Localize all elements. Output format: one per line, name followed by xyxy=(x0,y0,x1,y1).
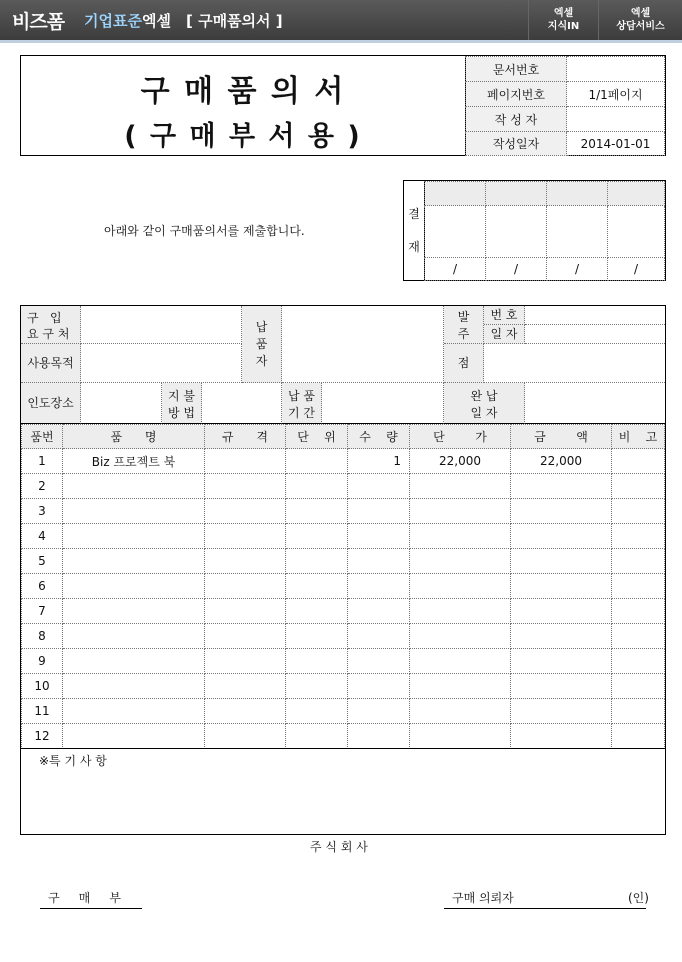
item-qty[interactable] xyxy=(348,574,410,599)
item-spec[interactable] xyxy=(205,649,286,674)
delivery-vendor-label-2: 품 xyxy=(255,337,268,351)
item-price[interactable] xyxy=(410,724,511,749)
delivery-vendor-label-3: 자 xyxy=(255,354,268,368)
purchase-requester-label xyxy=(21,306,81,344)
item-qty[interactable] xyxy=(348,674,410,699)
item-spec[interactable] xyxy=(205,674,286,699)
item-unit[interactable] xyxy=(286,624,348,649)
item-amount[interactable] xyxy=(511,649,612,674)
item-note[interactable] xyxy=(612,674,665,699)
table-row xyxy=(22,649,665,674)
item-note[interactable] xyxy=(612,499,665,524)
item-price[interactable] xyxy=(410,699,511,724)
item-no: 2 xyxy=(22,474,63,499)
author-value[interactable] xyxy=(567,107,665,132)
approval-sign-4[interactable] xyxy=(608,206,665,258)
excel-consulting-line2: 상담서비스 xyxy=(616,21,665,32)
item-note[interactable] xyxy=(612,549,665,574)
approval-title-1[interactable] xyxy=(425,182,486,206)
item-unit[interactable] xyxy=(286,699,348,724)
completion-date-label-2: 일 자 xyxy=(470,406,498,420)
page-number-label: 페이지번호 xyxy=(466,82,567,107)
col-header-spec: 규 격 xyxy=(205,425,286,449)
item-name[interactable] xyxy=(63,699,205,724)
item-note[interactable] xyxy=(612,699,665,724)
item-unit[interactable] xyxy=(286,599,348,624)
table-row xyxy=(22,674,665,699)
item-name[interactable] xyxy=(63,649,205,674)
item-name[interactable] xyxy=(63,624,205,649)
item-spec[interactable] xyxy=(205,724,286,749)
excel-consulting-line1: 엑셀 xyxy=(630,8,651,19)
col-header-qty: 수 량 xyxy=(348,425,410,449)
delivery-period-label xyxy=(282,383,322,424)
document-info-table xyxy=(465,56,665,156)
payment-method-label xyxy=(162,383,202,424)
order-label xyxy=(444,306,484,344)
item-unit[interactable] xyxy=(286,449,348,474)
item-qty[interactable]: 1 xyxy=(348,449,410,474)
approval-title-3[interactable] xyxy=(547,182,608,206)
item-qty[interactable] xyxy=(348,549,410,574)
item-no: 8 xyxy=(22,624,63,649)
item-amount[interactable] xyxy=(511,599,612,624)
payment-method-label-1: 지 불 xyxy=(168,389,195,403)
item-name[interactable] xyxy=(63,549,205,574)
table-row xyxy=(22,499,665,524)
item-name[interactable] xyxy=(63,724,205,749)
item-qty[interactable] xyxy=(348,474,410,499)
doc-title-label: [ 구매품의서 ] xyxy=(186,12,283,30)
table-row xyxy=(22,449,665,474)
table-row xyxy=(22,724,665,749)
approval-title-4[interactable] xyxy=(608,182,665,206)
item-amount[interactable] xyxy=(511,674,612,699)
item-price[interactable] xyxy=(410,674,511,699)
payment-method-label-2: 방 법 xyxy=(168,406,195,420)
item-no: 7 xyxy=(22,599,63,624)
item-unit[interactable] xyxy=(286,724,348,749)
item-unit[interactable] xyxy=(286,574,348,599)
order-date-value[interactable] xyxy=(525,325,665,344)
item-spec[interactable] xyxy=(205,574,286,599)
col-header-amount: 금 액 xyxy=(511,425,612,449)
item-price[interactable]: 22,000 xyxy=(410,449,511,474)
col-header-price: 단 가 xyxy=(410,425,511,449)
approval-date-2[interactable]: / xyxy=(486,258,547,281)
table-row xyxy=(22,599,665,624)
order-number-value[interactable] xyxy=(525,306,665,325)
delivery-period-label-2: 기 간 xyxy=(288,406,315,420)
item-spec[interactable] xyxy=(205,449,286,474)
item-amount[interactable] xyxy=(511,624,612,649)
item-no: 5 xyxy=(22,549,63,574)
delivery-period-label-1: 납 품 xyxy=(288,389,315,403)
approval-box xyxy=(403,180,666,281)
item-unit[interactable] xyxy=(286,674,348,699)
purchase-dept-label: 구 매 부 xyxy=(48,891,121,905)
item-qty[interactable] xyxy=(348,649,410,674)
store-value[interactable] xyxy=(484,344,665,383)
excel-knowledge-in-line2: 지식IN xyxy=(547,21,580,32)
requester-label: 구매 의뢰자 xyxy=(452,891,514,905)
item-unit[interactable] xyxy=(286,474,348,499)
approval-sign-3[interactable] xyxy=(547,206,608,258)
table-row xyxy=(22,549,665,574)
item-no: 12 xyxy=(22,724,63,749)
brand-text-b: 엑셀 xyxy=(141,12,171,30)
store-label: 점 xyxy=(444,344,484,383)
order-date-label: 일 자 xyxy=(484,325,525,344)
item-amount[interactable] xyxy=(511,474,612,499)
item-unit[interactable] xyxy=(286,649,348,674)
item-qty[interactable] xyxy=(348,724,410,749)
approval-grid xyxy=(424,181,665,281)
approval-label xyxy=(404,181,425,280)
item-amount[interactable] xyxy=(511,574,612,599)
item-spec[interactable] xyxy=(205,474,286,499)
bizforms-logo[interactable]: 비즈폼 xyxy=(12,11,65,33)
payment-method-value[interactable] xyxy=(202,383,282,424)
approval-label-top: 결 xyxy=(408,207,420,221)
item-spec[interactable] xyxy=(205,499,286,524)
item-amount[interactable] xyxy=(511,724,612,749)
item-note[interactable] xyxy=(612,599,665,624)
excel-knowledge-in-button[interactable] xyxy=(528,0,598,40)
col-header-no: 품번 xyxy=(22,425,63,449)
title-area xyxy=(21,56,466,155)
item-no: 6 xyxy=(22,574,63,599)
approval-date-1[interactable]: / xyxy=(425,258,486,281)
item-name[interactable] xyxy=(63,674,205,699)
item-amount[interactable] xyxy=(511,549,612,574)
item-name[interactable] xyxy=(63,524,205,549)
item-amount[interactable] xyxy=(511,524,612,549)
items-body xyxy=(22,449,665,749)
item-spec[interactable] xyxy=(205,549,286,574)
item-amount[interactable] xyxy=(511,499,612,524)
item-note[interactable] xyxy=(612,574,665,599)
approval-sign-2[interactable] xyxy=(486,206,547,258)
special-notes-area[interactable] xyxy=(21,748,665,835)
date-value[interactable]: 2014-01-01 xyxy=(567,132,665,156)
item-note[interactable] xyxy=(612,449,665,474)
table-row xyxy=(22,474,665,499)
item-no: 10 xyxy=(22,674,63,699)
item-amount[interactable]: 22,000 xyxy=(511,449,612,474)
item-unit[interactable] xyxy=(286,499,348,524)
page-subtitle: ( 구 매 부 서 용 ) xyxy=(124,121,362,152)
item-price[interactable] xyxy=(410,649,511,674)
page-title: 구 매 품 의 서 xyxy=(140,74,346,109)
item-note[interactable] xyxy=(612,624,665,649)
table-row xyxy=(22,624,665,649)
excel-consulting-button[interactable] xyxy=(598,0,682,40)
handover-location-value[interactable] xyxy=(81,383,162,424)
item-spec[interactable] xyxy=(205,624,286,649)
item-no: 3 xyxy=(22,499,63,524)
purchase-requester-label-1: 구 입 xyxy=(27,311,62,325)
item-note[interactable] xyxy=(612,724,665,749)
items-table xyxy=(21,424,665,749)
item-qty[interactable] xyxy=(348,599,410,624)
table-row xyxy=(22,574,665,599)
purchase-dept-signature-line xyxy=(40,908,142,909)
completion-date-label xyxy=(444,383,525,424)
purpose-value[interactable] xyxy=(81,344,242,383)
purchase-requester-value[interactable] xyxy=(81,306,242,344)
order-label-2: 주 xyxy=(457,327,470,341)
delivery-vendor-label xyxy=(242,306,282,383)
item-price[interactable] xyxy=(410,624,511,649)
item-no: 4 xyxy=(22,524,63,549)
completion-date-label-1: 완 납 xyxy=(470,389,498,403)
delivery-vendor-value[interactable] xyxy=(282,306,444,383)
brand-label xyxy=(84,10,171,31)
top-bar xyxy=(0,0,682,43)
items-header-row xyxy=(22,425,665,449)
special-notes-label: ※특 기 사 항 xyxy=(39,754,107,768)
item-no: 9 xyxy=(22,649,63,674)
item-note[interactable] xyxy=(612,649,665,674)
item-name[interactable] xyxy=(63,599,205,624)
item-spec[interactable] xyxy=(205,599,286,624)
item-name[interactable] xyxy=(63,474,205,499)
item-no: 1 xyxy=(22,449,63,474)
company-label: 주 식 회 사 xyxy=(310,840,368,854)
purchase-requester-label-2: 요 구 처 xyxy=(27,327,70,341)
item-price[interactable] xyxy=(410,524,511,549)
handover-location-label: 인도장소 xyxy=(21,383,81,424)
table-row xyxy=(22,699,665,724)
item-qty[interactable] xyxy=(348,499,410,524)
header-block xyxy=(20,55,666,156)
item-qty[interactable] xyxy=(348,524,410,549)
delivery-period-value[interactable] xyxy=(322,383,444,424)
requester-signature-line xyxy=(444,908,646,909)
table-row xyxy=(22,524,665,549)
approval-date-4[interactable]: / xyxy=(608,258,665,281)
excel-knowledge-in-line1: 엑셀 xyxy=(553,8,574,19)
item-qty[interactable] xyxy=(348,624,410,649)
brand-text-a: 기업표준 xyxy=(84,12,142,30)
col-header-unit: 단 위 xyxy=(286,425,348,449)
order-number-label: 번 호 xyxy=(484,306,525,325)
col-header-name: 품 명 xyxy=(63,425,205,449)
order-label-1: 발 xyxy=(457,310,470,324)
item-note[interactable] xyxy=(612,524,665,549)
item-spec[interactable] xyxy=(205,699,286,724)
doc-number-value[interactable] xyxy=(567,57,665,82)
seal-label: (인) xyxy=(628,891,649,905)
approval-title-2[interactable] xyxy=(486,182,547,206)
item-price[interactable] xyxy=(410,549,511,574)
purpose-label: 사용목적 xyxy=(21,344,81,383)
item-price[interactable] xyxy=(410,599,511,624)
item-qty[interactable] xyxy=(348,699,410,724)
intro-text: 아래와 같이 구매품의서를 제출합니다. xyxy=(104,224,305,238)
item-amount[interactable] xyxy=(511,699,612,724)
completion-date-value[interactable] xyxy=(525,383,665,424)
date-label: 작성일자 xyxy=(466,132,567,156)
item-no: 11 xyxy=(22,699,63,724)
main-form xyxy=(20,305,666,835)
item-unit[interactable] xyxy=(286,524,348,549)
item-name[interactable] xyxy=(63,499,205,524)
delivery-vendor-label-1: 납 xyxy=(255,320,268,334)
item-price[interactable] xyxy=(410,499,511,524)
col-header-note: 비 고 xyxy=(612,425,665,449)
approval-sign-1[interactable] xyxy=(425,206,486,258)
doc-number-label: 문서번호 xyxy=(466,57,567,82)
item-spec[interactable] xyxy=(205,524,286,549)
item-unit[interactable] xyxy=(286,549,348,574)
item-name[interactable] xyxy=(63,574,205,599)
page-number-value[interactable]: 1/1페이지 xyxy=(567,82,665,107)
approval-date-3[interactable]: / xyxy=(547,258,608,281)
item-name[interactable]: Biz 프로젝트 북 xyxy=(63,449,205,474)
item-price[interactable] xyxy=(410,474,511,499)
author-label: 작 성 자 xyxy=(466,107,567,132)
item-price[interactable] xyxy=(410,574,511,599)
approval-label-bottom: 재 xyxy=(408,240,420,254)
item-note[interactable] xyxy=(612,474,665,499)
